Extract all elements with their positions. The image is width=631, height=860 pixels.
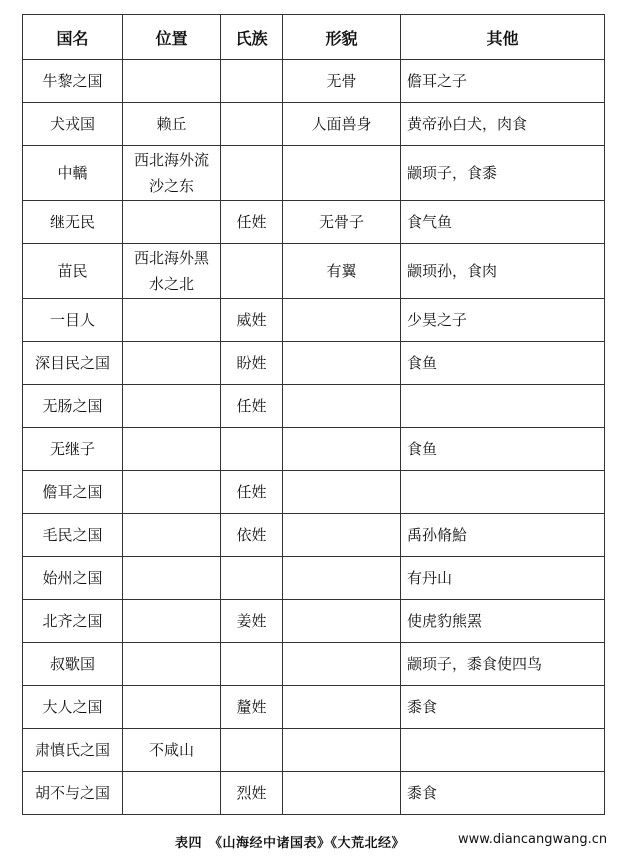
cell-other xyxy=(401,385,605,428)
cell-other: 颛顼子，食黍 xyxy=(401,146,605,201)
cell-appearance xyxy=(283,299,401,342)
cell-appearance xyxy=(283,600,401,643)
cell-location: 西北海外黑水之北 xyxy=(123,244,221,299)
cell-location xyxy=(123,299,221,342)
cell-other: 有丹山 xyxy=(401,557,605,600)
cell-country-name: 犬戎国 xyxy=(23,103,123,146)
cell-location xyxy=(123,342,221,385)
cell-location xyxy=(123,385,221,428)
cell-location xyxy=(123,686,221,729)
cell-clan xyxy=(221,729,283,772)
cell-clan: 依姓 xyxy=(221,514,283,557)
cell-country-name: 始州之国 xyxy=(23,557,123,600)
cell-country-name: 北齐之国 xyxy=(23,600,123,643)
cell-clan xyxy=(221,557,283,600)
cell-country-name: 无肠之国 xyxy=(23,385,123,428)
cell-location xyxy=(123,514,221,557)
cell-country-name: 一目人 xyxy=(23,299,123,342)
table-row xyxy=(23,244,605,299)
table-row xyxy=(23,643,605,686)
cell-clan xyxy=(221,103,283,146)
cell-country-name: 毛民之国 xyxy=(23,514,123,557)
nations-table xyxy=(22,14,605,815)
table-body xyxy=(23,60,605,815)
cell-country-name: 胡不与之国 xyxy=(23,772,123,815)
cell-appearance xyxy=(283,342,401,385)
cell-clan: 盼姓 xyxy=(221,342,283,385)
table-header-row xyxy=(23,15,605,60)
cell-clan: 任姓 xyxy=(221,385,283,428)
cell-clan: 烈姓 xyxy=(221,772,283,815)
cell-appearance: 有翼 xyxy=(283,244,401,299)
table-row xyxy=(23,471,605,514)
caption-title: 表四 《山海经中诸国表》《大荒北经》 xyxy=(175,836,406,851)
header-appearance: 形貌 xyxy=(283,15,401,60)
header-clan: 氏族 xyxy=(221,15,283,60)
cell-appearance xyxy=(283,686,401,729)
cell-other: 颛顼子，黍食使四鸟 xyxy=(401,643,605,686)
table-row xyxy=(23,729,605,772)
cell-location xyxy=(123,643,221,686)
table-row xyxy=(23,686,605,729)
table-row xyxy=(23,428,605,471)
cell-location: 西北海外流沙之东 xyxy=(123,146,221,201)
cell-country-name: 牛黎之国 xyxy=(23,60,123,103)
cell-country-name: 叔歜国 xyxy=(23,643,123,686)
cell-other: 食鱼 xyxy=(401,342,605,385)
cell-location: 不咸山 xyxy=(123,729,221,772)
cell-other: 少昊之子 xyxy=(401,299,605,342)
table-row xyxy=(23,146,605,201)
table-row xyxy=(23,60,605,103)
cell-other: 黍食 xyxy=(401,686,605,729)
cell-location xyxy=(123,600,221,643)
cell-appearance xyxy=(283,729,401,772)
cell-other: 使虎豹熊罴 xyxy=(401,600,605,643)
cell-location xyxy=(123,60,221,103)
cell-clan xyxy=(221,60,283,103)
cell-country-name: 无继子 xyxy=(23,428,123,471)
cell-clan xyxy=(221,146,283,201)
table-row xyxy=(23,103,605,146)
cell-location xyxy=(123,772,221,815)
site-watermark: www.diancangwang.cn xyxy=(458,832,608,847)
table-row xyxy=(23,514,605,557)
cell-clan: 任姓 xyxy=(221,201,283,244)
cell-appearance: 无骨子 xyxy=(283,201,401,244)
cell-appearance xyxy=(283,385,401,428)
cell-appearance xyxy=(283,772,401,815)
cell-location xyxy=(123,428,221,471)
cell-clan xyxy=(221,643,283,686)
cell-clan: 任姓 xyxy=(221,471,283,514)
cell-country-name: 中轎 xyxy=(23,146,123,201)
cell-other xyxy=(401,471,605,514)
cell-clan xyxy=(221,244,283,299)
cell-appearance xyxy=(283,428,401,471)
cell-country-name: 深目民之国 xyxy=(23,342,123,385)
cell-clan xyxy=(221,428,283,471)
cell-country-name: 大人之国 xyxy=(23,686,123,729)
cell-location xyxy=(123,201,221,244)
table-row xyxy=(23,342,605,385)
cell-appearance xyxy=(283,557,401,600)
table-row xyxy=(23,772,605,815)
cell-location: 赖丘 xyxy=(123,103,221,146)
cell-appearance: 无骨 xyxy=(283,60,401,103)
cell-other: 食鱼 xyxy=(401,428,605,471)
cell-clan: 姜姓 xyxy=(221,600,283,643)
header-other: 其他 xyxy=(401,15,605,60)
cell-appearance xyxy=(283,471,401,514)
cell-clan: 威姓 xyxy=(221,299,283,342)
cell-appearance xyxy=(283,514,401,557)
cell-other: 颛顼孙，食肉 xyxy=(401,244,605,299)
table-row xyxy=(23,201,605,244)
cell-country-name: 苗民 xyxy=(23,244,123,299)
cell-other: 黍食 xyxy=(401,772,605,815)
nations-table-container xyxy=(22,14,604,815)
cell-country-name: 儋耳之国 xyxy=(23,471,123,514)
cell-other: 禹孙脩鮯 xyxy=(401,514,605,557)
cell-other: 食气鱼 xyxy=(401,201,605,244)
cell-appearance xyxy=(283,643,401,686)
cell-country-name: 继无民 xyxy=(23,201,123,244)
table-row xyxy=(23,557,605,600)
cell-country-name: 肃慎氏之国 xyxy=(23,729,123,772)
table-row xyxy=(23,385,605,428)
cell-other: 儋耳之子 xyxy=(401,60,605,103)
header-location: 位置 xyxy=(123,15,221,60)
header-country-name: 国名 xyxy=(23,15,123,60)
cell-other: 黄帝孙白犬，肉食 xyxy=(401,103,605,146)
table-row xyxy=(23,600,605,643)
cell-location xyxy=(123,557,221,600)
table-caption xyxy=(0,830,631,852)
cell-location xyxy=(123,471,221,514)
table-row xyxy=(23,299,605,342)
cell-clan: 釐姓 xyxy=(221,686,283,729)
cell-appearance xyxy=(283,146,401,201)
cell-appearance: 人面兽身 xyxy=(283,103,401,146)
cell-other xyxy=(401,729,605,772)
